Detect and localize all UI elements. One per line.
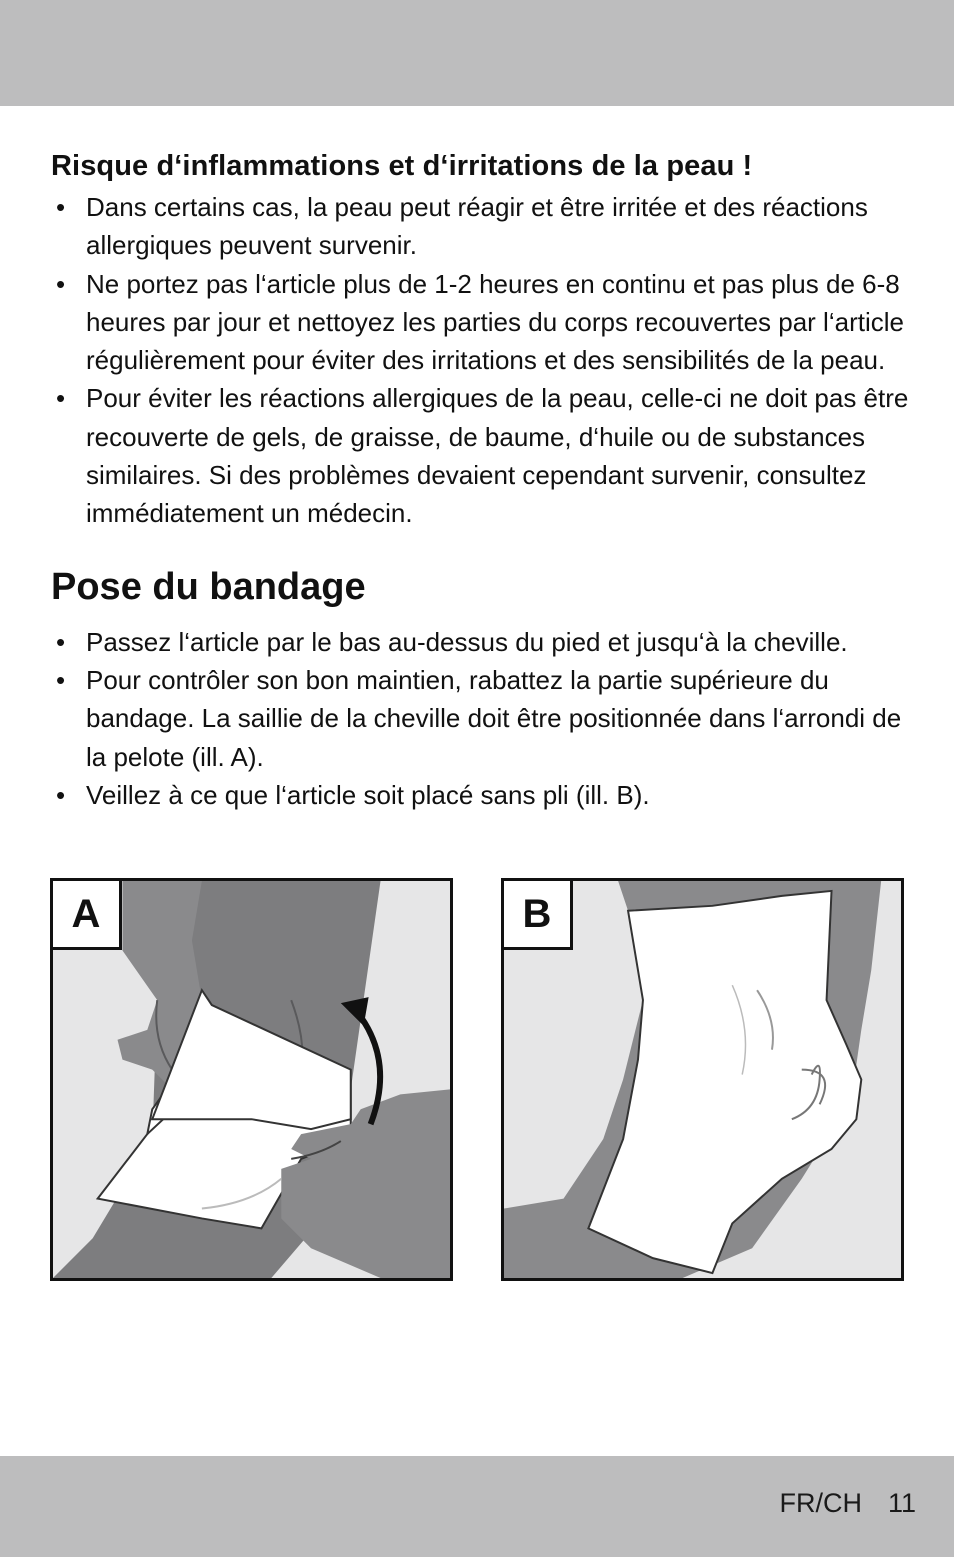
list-item: • Veillez à ce que l‘article soit placé sans pli (ill. B). [51,776,911,814]
page-content [51,148,911,814]
list-item: • Passez l‘article par le bas au-dessus du pied et jusqu‘à la cheville. [51,623,911,661]
list-item: • Dans certains cas, la peau peut réagir et être irritée et des réactions allergiques peuvent survenir. [51,188,911,265]
section-title: Pose du bandage [51,565,366,608]
figure-a [50,878,453,1281]
header-band [0,0,954,106]
page-number: 11 [887,1488,916,1518]
list-item: • Pour contrôler son bon maintien, rabattez la partie supérieure du bandage. La saillie de la cheville doit être positionnée dans l‘arrondi de la pelote (ill. A). [51,661,911,776]
list-item: • Ne portez pas l‘article plus de 1-2 heures en continu et pas plus de 6-8 heures par jour et nettoyez les parties du corps recouvertes par l‘article régulièrement pour éviter des irritations et des sensibilités de la peau. [51,265,911,380]
warning-list [51,188,911,533]
instruction-list [51,623,911,814]
list-item: • Pour éviter les réactions allergiques de la peau, celle-ci ne doit pas être recouverte de gels, de graisse, de baume, d‘huile ou de substances similaires. Si des problèmes devaient cependant survenir, consultez immédiatement un médecin. [51,379,911,532]
figure-b [501,878,904,1281]
footer-region: FR/CH [779,1488,862,1518]
figure-label-a: A [50,878,122,950]
page-footer [779,1488,916,1519]
warning-title: Risque d‘inflammations et d‘irritations de la peau ! [51,150,753,182]
figure-label-b: B [501,878,573,950]
